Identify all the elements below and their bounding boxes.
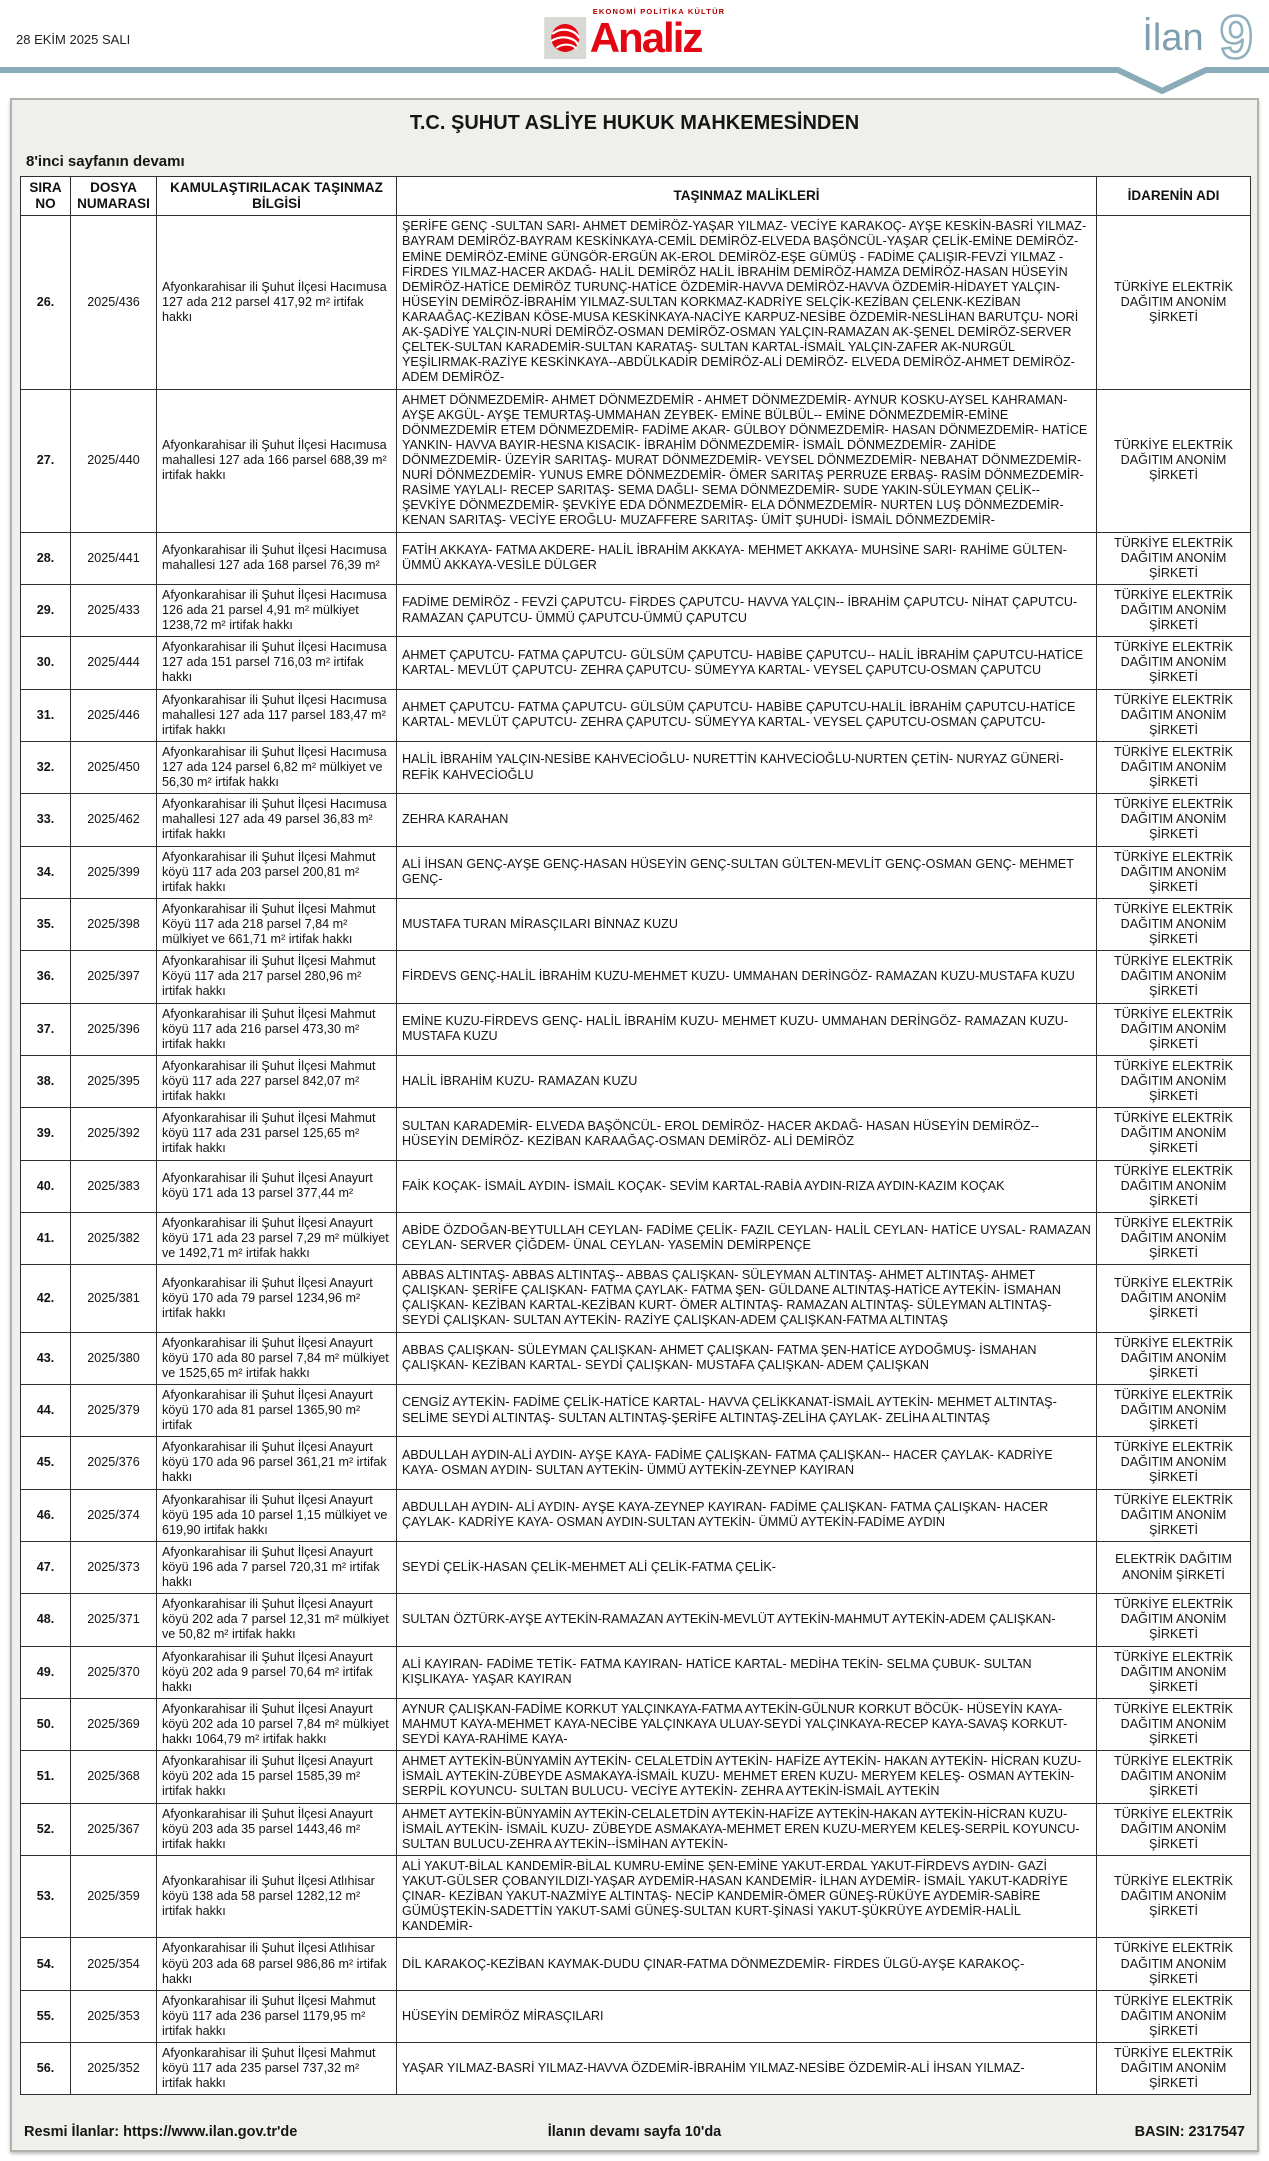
row-dosya-numarasi: 2025/368	[71, 1751, 157, 1803]
row-sira-no: 56.	[21, 2043, 71, 2095]
table-row	[21, 216, 1251, 389]
row-tasinmaz-bilgisi: Afyonkarahisar ili Şuhut İlçesi Hacımusa 126 ada 21 parsel 4,91 m² mülkiyet 1238,72 m² irtifak hakkı	[157, 584, 397, 636]
row-sira-no: 37.	[21, 1003, 71, 1055]
row-tasinmaz-malikleri: CENGİZ AYTEKİN- FADİME ÇELİK-HATİCE KARTAL- HAVVA ÇELİKKANAT-İSMAİL AYTEKİN- MEHMET ALTINTAŞ- SELİME SEYDİ ALTINTAŞ- SULTAN ALTINTAŞ-ŞERİFE ALTINTAŞ-ZELİHA ÇAYLAK- ZELİHA ALTINTAŞ	[397, 1384, 1097, 1436]
row-sira-no: 26.	[21, 216, 71, 389]
row-sira-no: 29.	[21, 584, 71, 636]
row-tasinmaz-malikleri: EMİNE KUZU-FİRDEVS GENÇ- HALİL İBRAHİM KUZU- MEHMET KUZU- UMMAHAN DERİNGÖZ- RAMAZAN KUZU-MUSTAFA KUZU	[397, 1003, 1097, 1055]
table-row	[21, 689, 1251, 741]
table-row	[21, 1594, 1251, 1646]
row-idarenin-adi: TÜRKİYE ELEKTRİK DAĞITIM ANONİM ŞİRKETİ	[1097, 951, 1251, 1003]
row-dosya-numarasi: 2025/440	[71, 389, 157, 532]
table-row	[21, 637, 1251, 689]
row-dosya-numarasi: 2025/371	[71, 1594, 157, 1646]
row-idarenin-adi: TÜRKİYE ELEKTRİK DAĞITIM ANONİM ŞİRKETİ	[1097, 794, 1251, 846]
row-dosya-numarasi: 2025/379	[71, 1384, 157, 1436]
row-tasinmaz-bilgisi: Afyonkarahisar ili Şuhut İlçesi Anayurt köyü 202 ada 10 parsel 7,84 m² mülkiyet hakkı 1064,79 m² irtifak hakkı	[157, 1698, 397, 1750]
page-header	[0, 0, 1269, 71]
row-sira-no: 38.	[21, 1055, 71, 1107]
row-dosya-numarasi: 2025/354	[71, 1938, 157, 1990]
row-sira-no: 49.	[21, 1646, 71, 1698]
table-row	[21, 1212, 1251, 1264]
row-idarenin-adi: TÜRKİYE ELEKTRİK DAĞITIM ANONİM ŞİRKETİ	[1097, 2043, 1251, 2095]
row-idarenin-adi: TÜRKİYE ELEKTRİK DAĞITIM ANONİM ŞİRKETİ	[1097, 1990, 1251, 2042]
row-dosya-numarasi: 2025/353	[71, 1990, 157, 2042]
row-sira-no: 44.	[21, 1384, 71, 1436]
row-idarenin-adi: TÜRKİYE ELEKTRİK DAĞITIM ANONİM ŞİRKETİ	[1097, 1384, 1251, 1436]
header-divider-rule	[0, 66, 1269, 94]
row-tasinmaz-bilgisi: Afyonkarahisar ili Şuhut İlçesi Anayurt köyü 202 ada 9 parsel 70,64 m² irtifak hakkı	[157, 1646, 397, 1698]
table-row	[21, 741, 1251, 793]
expropriation-table	[20, 176, 1251, 2095]
row-tasinmaz-malikleri: FAİK KOÇAK- İSMAİL AYDIN- İSMAİL KOÇAK- SEVİM KARTAL-RABİA AYDIN-RIZA AYDIN-KAZIM KOÇAK	[397, 1160, 1097, 1212]
row-tasinmaz-malikleri: ALİ KAYIRAN- FADİME TETİK- FATMA KAYIRAN- HATİCE KARTAL- MEDİHA TEKİN- SELMA ÇUBUK- SULTAN KIŞLIKAYA- YAŞAR KAYIRAN	[397, 1646, 1097, 1698]
row-tasinmaz-bilgisi: Afyonkarahisar ili Şuhut İlçesi Mahmut köyü 117 ada 236 parsel 1179,95 m² irtifak hakkı	[157, 1990, 397, 2042]
table-row	[21, 1698, 1251, 1750]
row-idarenin-adi: TÜRKİYE ELEKTRİK DAĞITIM ANONİM ŞİRKETİ	[1097, 1698, 1251, 1750]
table-row	[21, 794, 1251, 846]
row-idarenin-adi: TÜRKİYE ELEKTRİK DAĞITIM ANONİM ŞİRKETİ	[1097, 1594, 1251, 1646]
table-row	[21, 1489, 1251, 1541]
col-header-sira-no: SIRA NO	[21, 177, 71, 216]
row-dosya-numarasi: 2025/396	[71, 1003, 157, 1055]
section-label: İlan	[1142, 17, 1204, 59]
row-dosya-numarasi: 2025/446	[71, 689, 157, 741]
page-number: 9	[1219, 4, 1253, 71]
row-tasinmaz-malikleri: AHMET ÇAPUTCU- FATMA ÇAPUTCU- GÜLSÜM ÇAPUTCU- HABİBE ÇAPUTCU-- HALİL İBRAHİM ÇAPUTCU-HATİCE KARTAL- MEVLÜT ÇAPUTCU- ZEHRA ÇAPUTCU- SÜMEYYA KARTAL- VEYSEL ÇAPUTCU-OSMAN ÇAPUTCU	[397, 637, 1097, 689]
row-idarenin-adi: TÜRKİYE ELEKTRİK DAĞITIM ANONİM ŞİRKETİ	[1097, 1938, 1251, 1990]
row-sira-no: 51.	[21, 1751, 71, 1803]
row-tasinmaz-malikleri: AHMET AYTEKİN-BÜNYAMİN AYTEKİN- CELALETDİN AYTEKİN- HAFİZE AYTEKİN- HAKAN AYTEKİN- HİCRAN KUZU- İSMAİL AYTEKİN-ZÜBEYDE ASMAKAYA-İSMAİL KUZU- MEHMET EREN KUZU- MERYEM KELEŞ- OSMAN AYTEKİN-SERPİL KOYUNCU- SULTAN BULUCU- VECİYE AYTEKİN- ZEHRA AYTEKİN-İSMAİL AYTEKİN	[397, 1751, 1097, 1803]
row-idarenin-adi: TÜRKİYE ELEKTRİK DAĞITIM ANONİM ŞİRKETİ	[1097, 1437, 1251, 1489]
row-tasinmaz-malikleri: SULTAN ÖZTÜRK-AYŞE AYTEKİN-RAMAZAN AYTEKİN-MEVLÜT AYTEKİN-MAHMUT AYTEKİN-ADEM ÇALIŞKAN-	[397, 1594, 1097, 1646]
row-idarenin-adi: TÜRKİYE ELEKTRİK DAĞITIM ANONİM ŞİRKETİ	[1097, 1212, 1251, 1264]
row-sira-no: 28.	[21, 532, 71, 584]
row-idarenin-adi: TÜRKİYE ELEKTRİK DAĞITIM ANONİM ŞİRKETİ	[1097, 1108, 1251, 1160]
row-dosya-numarasi: 2025/462	[71, 794, 157, 846]
row-sira-no: 46.	[21, 1489, 71, 1541]
row-tasinmaz-bilgisi: Afyonkarahisar ili Şuhut İlçesi Hacımusa mahallesi 127 ada 49 parsel 36,83 m² irtifak hakkı	[157, 794, 397, 846]
row-dosya-numarasi: 2025/376	[71, 1437, 157, 1489]
row-idarenin-adi: TÜRKİYE ELEKTRİK DAĞITIM ANONİM ŞİRKETİ	[1097, 1055, 1251, 1107]
row-dosya-numarasi: 2025/436	[71, 216, 157, 389]
row-tasinmaz-malikleri: AHMET DÖNMEZDEMİR- AHMET DÖNMEZDEMİR - AHMET DÖNMEZDEMİR- AYNUR KOSKU-AYSEL KAHRAMAN-AYŞE AKGÜL- AYŞE TEMURTAŞ-UMMAHAN ZEYBEK- EMİNE BÜLBÜL-- EMİNE DÖNMEZDEMİR-EMİNE DÖNMEZDEMİR ETEM DÖNMEZDEMİR- FADİME AKAR- GÜLBOY DÖNMEZDEMİR- HASAN DÖNMEZDEMİR- HATİCE YANKIN- HAVVA BAYIR-HESNA KISACIK- İBRAHİM DÖNMEZDEMİR- İSMAİL DÖNMEZDEMİR- ZAHİDE DÖNMEZDEMİR- ÜZEYİR SARITAŞ- MURAT DÖNMEZDEMİR- VEYSEL DÖNMEZDEMİR- NEBAHAT DÖNMEZDEMİR-NURİ DÖNMEZDEMİR- YUNUS EMRE DÖNMEZDEMİR- ÖMER SARITAŞ PERRUZE ERBAŞ- RASİM DÖNMEZDEMİR-RASİME YAYLALI- RECEP SARITAŞ- SEMA DAĞLI- SEMA DÖNMEZDEMİR- SUDE YAKIN-SÜLEYMAN ÇELİK-- ŞEVKİYE DÖNMEZDEMİR- ŞEVKİYE EDA DÖNMEZDEMİR- ELA DÖNMEZDEMİR- NURTEN LUŞ DÖNMEZDEMİR-KENAN SARITAŞ- VECİYE EROĞLU- MUZAFFERE SARITAŞ- ÜMİT ŞUHUDİ- İSMAİL DÖNMEZDEMİR-	[397, 389, 1097, 532]
notice-title: T.C. ŞUHUT ASLİYE HUKUK MAHKEMESİNDEN	[409, 112, 860, 134]
row-tasinmaz-bilgisi: Afyonkarahisar ili Şuhut İlçesi Anayurt köyü 196 ada 7 parsel 720,31 m² irtifak hakkı	[157, 1541, 397, 1593]
table-row	[21, 1803, 1251, 1855]
table-row	[21, 1751, 1251, 1803]
row-sira-no: 43.	[21, 1332, 71, 1384]
row-sira-no: 50.	[21, 1698, 71, 1750]
row-sira-no: 30.	[21, 637, 71, 689]
table-row	[21, 1646, 1251, 1698]
row-tasinmaz-malikleri: ABDULLAH AYDIN- ALİ AYDIN- AYŞE KAYA-ZEYNEP KAYIRAN- FADİME ÇALIŞKAN- FATMA ÇALIŞKAN- HACER ÇAYLAK- KADRİYE KAYA- OSMAN AYDIN-SULTAN AYTEKİN- ÜMMÜ AYTEKİN-FADİME AYDIN	[397, 1489, 1097, 1541]
row-sira-no: 48.	[21, 1594, 71, 1646]
continuation-note: 8'inci sayfanın devamı	[26, 153, 185, 170]
table-row	[21, 1055, 1251, 1107]
row-idarenin-adi: TÜRKİYE ELEKTRİK DAĞITIM ANONİM ŞİRKETİ	[1097, 1855, 1251, 1938]
row-sira-no: 42.	[21, 1265, 71, 1332]
row-tasinmaz-malikleri: ALİ İHSAN GENÇ-AYŞE GENÇ-HASAN HÜSEYİN GENÇ-SULTAN GÜLTEN-MEVLİT GENÇ-OSMAN GENÇ- MEHMET GENÇ-	[397, 846, 1097, 898]
table-row	[21, 584, 1251, 636]
row-tasinmaz-bilgisi: Afyonkarahisar ili Şuhut İlçesi Hacımusa 127 ada 151 parsel 716,03 m² irtifak hakkı	[157, 637, 397, 689]
row-dosya-numarasi: 2025/450	[71, 741, 157, 793]
row-sira-no: 54.	[21, 1938, 71, 1990]
row-tasinmaz-bilgisi: Afyonkarahisar ili Şuhut İlçesi Hacımusa 127 ada 212 parsel 417,92 m² irtifak hakkı	[157, 216, 397, 389]
continued-on-page-note: İlanın devamı sayfa 10'da	[547, 2124, 722, 2140]
row-tasinmaz-bilgisi: Afyonkarahisar ili Şuhut İlçesi Anayurt köyü 170 ada 81 parsel 1365,90 m² irtifak	[157, 1384, 397, 1436]
table-row	[21, 1990, 1251, 2042]
row-tasinmaz-malikleri: AYNUR ÇALIŞKAN-FADİME KORKUT YALÇINKAYA-FATMA AYTEKİN-GÜLNUR KORKUT BÖCÜK- HÜSEYİN KAYA-MAHMUT KAYA-MEHMET KAYA-NECİBE YALÇINKAYA ULUAY-SEYDİ YALÇINKAYA-RECEP KAYA-SAVAŞ KORKUT-SEYDİ KAYA-RAHİME KAYA-	[397, 1698, 1097, 1750]
logo-globe-icon	[544, 17, 586, 59]
row-tasinmaz-malikleri: SULTAN KARADEMİR- ELVEDA BAŞÖNCÜL- EROL DEMİRÖZ- HACER AKDAĞ- HASAN HÜSEYİN DEMİRÖZ-- HÜSEYİN DEMİRÖZ- KEZİBAN KARAAĞAÇ-OSMAN DEMİRÖZ- ALİ DEMİRÖZ	[397, 1108, 1097, 1160]
table-row	[21, 898, 1251, 950]
row-dosya-numarasi: 2025/352	[71, 2043, 157, 2095]
row-sira-no: 47.	[21, 1541, 71, 1593]
row-idarenin-adi: TÜRKİYE ELEKTRİK DAĞITIM ANONİM ŞİRKETİ	[1097, 741, 1251, 793]
row-tasinmaz-malikleri: FADİME DEMİRÖZ - FEVZİ ÇAPUTCU- FİRDES ÇAPUTCU- HAVVA YALÇIN-- İBRAHİM ÇAPUTCU- NİHAT ÇAPUTCU- RAMAZAN ÇAPUTCU- ÜMMÜ ÇAPUTCU-ÜMMÜ ÇAPUTCU	[397, 584, 1097, 636]
row-tasinmaz-malikleri: HALİL İBRAHİM KUZU- RAMAZAN KUZU	[397, 1055, 1097, 1107]
table-row	[21, 532, 1251, 584]
section-header	[1142, 4, 1253, 71]
row-sira-no: 36.	[21, 951, 71, 1003]
row-tasinmaz-bilgisi: Afyonkarahisar ili Şuhut İlçesi Anayurt köyü 202 ada 7 parsel 12,31 m² mülkiyet ve 50,82 m² irtifak hakkı	[157, 1594, 397, 1646]
row-tasinmaz-bilgisi: Afyonkarahisar ili Şuhut İlçesi Anayurt köyü 195 ada 10 parsel 1,15 mülkiyet ve 619,90 irtifak hakkı	[157, 1489, 397, 1541]
row-sira-no: 31.	[21, 689, 71, 741]
col-header-tasinmaz-bilgisi: KAMULAŞTIRILACAK TAŞINMAZ BİLGİSİ	[157, 177, 397, 216]
row-sira-no: 41.	[21, 1212, 71, 1264]
row-tasinmaz-bilgisi: Afyonkarahisar ili Şuhut İlçesi Mahmut Köyü 117 ada 218 parsel 7,84 m² mülkiyet ve 661,71 m² irtifak hakkı	[157, 898, 397, 950]
row-dosya-numarasi: 2025/398	[71, 898, 157, 950]
row-idarenin-adi: TÜRKİYE ELEKTRİK DAĞITIM ANONİM ŞİRKETİ	[1097, 216, 1251, 389]
legal-notice-box	[10, 98, 1259, 2152]
row-dosya-numarasi: 2025/369	[71, 1698, 157, 1750]
row-dosya-numarasi: 2025/392	[71, 1108, 157, 1160]
row-idarenin-adi: ELEKTRİK DAĞITIM ANONİM ŞİRKETİ	[1097, 1541, 1251, 1593]
row-tasinmaz-malikleri: FATİH AKKAYA- FATMA AKDERE- HALİL İBRAHİM AKKAYA- MEHMET AKKAYA- MUHSİNE SARI- RAHİME GÜLTEN- ÜMMÜ AKKAYA-VESİLE DÜLGER	[397, 532, 1097, 584]
row-dosya-numarasi: 2025/441	[71, 532, 157, 584]
table-row	[21, 1332, 1251, 1384]
col-header-dosya-numarasi: DOSYA NUMARASI	[71, 177, 157, 216]
row-tasinmaz-bilgisi: Afyonkarahisar ili Şuhut İlçesi Mahmut köyü 117 ada 216 parsel 473,30 m² irtifak hakkı	[157, 1003, 397, 1055]
table-row	[21, 1003, 1251, 1055]
row-idarenin-adi: TÜRKİYE ELEKTRİK DAĞITIM ANONİM ŞİRKETİ	[1097, 532, 1251, 584]
row-sira-no: 45.	[21, 1437, 71, 1489]
row-tasinmaz-bilgisi: Afyonkarahisar ili Şuhut İlçesi Hacımusa mahallesi 127 ada 117 parsel 183,47 m² irtifak hakkı	[157, 689, 397, 741]
row-tasinmaz-malikleri: ABİDE ÖZDOĞAN-BEYTULLAH CEYLAN- FADİME ÇELİK- FAZIL CEYLAN- HALİL CEYLAN- HATİCE UYSAL- RAMAZAN CEYLAN- SERVER ÇİĞDEM- ÜNAL CEYLAN- YASEMİN DEMİRPENÇE	[397, 1212, 1097, 1264]
row-idarenin-adi: TÜRKİYE ELEKTRİK DAĞITIM ANONİM ŞİRKETİ	[1097, 1751, 1251, 1803]
row-tasinmaz-malikleri: ABBAS ALTINTAŞ- ABBAS ALTINTAŞ-- ABBAS ÇALIŞKAN- SÜLEYMAN ALTINTAŞ- AHMET ALTINTAŞ- AHMET ÇALIŞKAN- ŞERİFE ÇALIŞKAN- FATMA ÇAYLAK- FATMA ŞEN- GÜLDANE ALTINTAŞ-HATİCE AYTEKİN- İSMAHAN ÇALIŞKAN- KEZİBAN KARTAL-KEZİBAN KURT- ÖMER ALTINTAŞ- RAMAZAN ALTINTAŞ- SÜLEYMAN ALTINTAŞ- SEYDİ ÇALIŞKAN- SULTAN AYTEKİN- RAZİYE ÇALIŞKAN-ADEM ÇALIŞKAN-FATMA ALTINTAŞ	[397, 1265, 1097, 1332]
row-tasinmaz-bilgisi: Afyonkarahisar ili Şuhut İlçesi Atlıhisar köyü 138 ada 58 parsel 1282,12 m² irtifak hakkı	[157, 1855, 397, 1938]
row-dosya-numarasi: 2025/373	[71, 1541, 157, 1593]
row-tasinmaz-malikleri: ABBAS ÇALIŞKAN- SÜLEYMAN ÇALIŞKAN- AHMET ÇALIŞKAN- FATMA ŞEN-HATİCE AYDOĞMUŞ- İSMAHAN ÇALIŞKAN- KEZİBAN KARTAL- SEYDİ ÇALIŞKAN- MUSTAFA ÇALIŞKAN- ADEM ÇALIŞKAN	[397, 1332, 1097, 1384]
row-tasinmaz-bilgisi: Afyonkarahisar ili Şuhut İlçesi Hacımusa mahallesi 127 ada 168 parsel 76,39 m²	[157, 532, 397, 584]
row-sira-no: 33.	[21, 794, 71, 846]
table-row	[21, 1384, 1251, 1436]
row-tasinmaz-bilgisi: Afyonkarahisar ili Şuhut İlçesi Anayurt köyü 202 ada 15 parsel 1585,39 m² irtifak hakkı	[157, 1751, 397, 1803]
row-tasinmaz-malikleri: ALİ YAKUT-BİLAL KANDEMİR-BİLAL KUMRU-EMİNE ŞEN-EMİNE YAKUT-ERDAL YAKUT-FİRDEVS AYDIN- GAZİ YAKUT-GÜLSER ÇOBANYILDIZI-YAŞAR AYDEMİR-HASAN KANDEMİR- İLHAN AYDEMİR- İSMAİL YAKUT-KADRİYE ÇINAR- KEZİBAN YAKUT-NAZMİYE ALTINTAŞ- NECİP KANDEMİR-ÖMER GÜNEŞ-RÜKÜYE AYDEMİR-SABİRE GÜMÜŞTEKİN-SADETTİN YAKUT-SAMİ GÜNEŞ-SULTAN KURT-ŞİNASİ YAKUT-ŞÜKRÜYE AYDEMİR-HALİL KANDEMİR-	[397, 1855, 1097, 1938]
row-sira-no: 53.	[21, 1855, 71, 1938]
row-idarenin-adi: TÜRKİYE ELEKTRİK DAĞITIM ANONİM ŞİRKETİ	[1097, 1265, 1251, 1332]
row-idarenin-adi: TÜRKİYE ELEKTRİK DAĞITIM ANONİM ŞİRKETİ	[1097, 637, 1251, 689]
row-idarenin-adi: TÜRKİYE ELEKTRİK DAĞITIM ANONİM ŞİRKETİ	[1097, 898, 1251, 950]
row-dosya-numarasi: 2025/359	[71, 1855, 157, 1938]
table-row	[21, 846, 1251, 898]
row-tasinmaz-malikleri: MUSTAFA TURAN MİRASÇILARI BİNNAZ KUZU	[397, 898, 1097, 950]
row-tasinmaz-bilgisi: Afyonkarahisar ili Şuhut İlçesi Anayurt köyü 170 ada 96 parsel 361,21 m² irtifak hakkı	[157, 1437, 397, 1489]
notice-footer	[20, 2115, 1249, 2144]
table-row	[21, 1108, 1251, 1160]
issue-date: 28 EKİM 2025 SALI	[16, 32, 131, 47]
row-sira-no: 35.	[21, 898, 71, 950]
table-row	[21, 1938, 1251, 1990]
col-header-tasinmaz-malikleri: TAŞINMAZ MALİKLERİ	[397, 177, 1097, 216]
row-dosya-numarasi: 2025/370	[71, 1646, 157, 1698]
row-idarenin-adi: TÜRKİYE ELEKTRİK DAĞITIM ANONİM ŞİRKETİ	[1097, 1489, 1251, 1541]
row-tasinmaz-bilgisi: Afyonkarahisar ili Şuhut İlçesi Anayurt köyü 170 ada 80 parsel 7,84 m² mülkiyet ve 1525,65 m² irtifak hakkı	[157, 1332, 397, 1384]
row-tasinmaz-malikleri: YAŞAR YILMAZ-BASRİ YILMAZ-HAVVA ÖZDEMİR-İBRAHİM YILMAZ-NESİBE ÖZDEMİR-ALİ İHSAN YILMAZ-	[397, 2043, 1097, 2095]
row-tasinmaz-bilgisi: Afyonkarahisar ili Şuhut İlçesi Mahmut köyü 117 ada 235 parsel 737,32 m² irtifak hakkı	[157, 2043, 397, 2095]
col-header-idarenin-adi: İDARENİN ADI	[1097, 177, 1251, 216]
table-row	[21, 1437, 1251, 1489]
logo-tagline: EKONOMİ POLİTİKA KÜLTÜR	[592, 7, 726, 16]
row-dosya-numarasi: 2025/433	[71, 584, 157, 636]
row-dosya-numarasi: 2025/374	[71, 1489, 157, 1541]
row-idarenin-adi: TÜRKİYE ELEKTRİK DAĞITIM ANONİM ŞİRKETİ	[1097, 1646, 1251, 1698]
row-dosya-numarasi: 2025/383	[71, 1160, 157, 1212]
row-tasinmaz-malikleri: AHMET AYTEKİN-BÜNYAMİN AYTEKİN-CELALETDİN AYTEKİN-HAFİZE AYTEKİN-HAKAN AYTEKİN-HİCRAN KUZU-İSMAİL AYTEKİN- İSMAİL KUZU- ZÜBEYDE ASMAKAYA-MEHMET EREN KUZU-MERYEM KELEŞ-SERPİL KOYUNCU-SULTAN BULUCU-ZEHRA AYTEKİN--İSMİHAN AYTEKİN-	[397, 1803, 1097, 1855]
row-tasinmaz-bilgisi: Afyonkarahisar ili Şuhut İlçesi Mahmut köyü 117 ada 227 parsel 842,07 m² irtifak hakkı	[157, 1055, 397, 1107]
row-dosya-numarasi: 2025/397	[71, 951, 157, 1003]
row-sira-no: 27.	[21, 389, 71, 532]
row-idarenin-adi: TÜRKİYE ELEKTRİK DAĞITIM ANONİM ŞİRKETİ	[1097, 1803, 1251, 1855]
row-tasinmaz-malikleri: FİRDEVS GENÇ-HALİL İBRAHİM KUZU-MEHMET KUZU- UMMAHAN DERİNGÖZ- RAMAZAN KUZU-MUSTAFA KUZU	[397, 951, 1097, 1003]
row-dosya-numarasi: 2025/399	[71, 846, 157, 898]
row-tasinmaz-bilgisi: Afyonkarahisar ili Şuhut İlçesi Atlıhisar köyü 203 ada 68 parsel 986,86 m² irtifak hakkı	[157, 1938, 397, 1990]
row-tasinmaz-malikleri: ŞERİFE GENÇ -SULTAN SARI- AHMET DEMİRÖZ-YAŞAR YILMAZ- VECİYE KARAKOÇ- AYŞE KESKİN-BASRİ YILMAZ-BAYRAM DEMİRÖZ-BAYRAM KESKİNKAYA-CEMİL DEMİRÖZ-ELVEDA BAŞÖNCÜL-YAŞAR ÇELİK-EMİNE DEMİRÖZ-EMİNE DEMİRÖZ-EMİNE GÜNGÖR-ERGÜN AK-EROL DEMİRÖZ-EŞE GÜMÜŞ - FADİME ÇALIŞIR-FEVZİ YILMAZ -FİRDES YILMAZ-HACER AKDAĞ- HALİL DEMİRÖZ HALİL İBRAHİM DEMİRÖZ-HAMZA DEMİRÖZ-HASAN HÜSEYİN DEMİRÖZ-HATİCE DEMİRÖZ TURUNÇ-HATİCE ÖZDEMİR-HAVVA DEMİRÖZ-HAVVA ÖZDEMİR-HİDAYET YALÇIN-HÜSEYİN DEMİRÖZ-İBRAHİM YILMAZ-SULTAN KORKMAZ-KADRİYE SELÇİK-KEZİBAN ÇELENK-KEZİBAN KARAAĞAÇ-KEZİBAN KÖSE-MUSA KESKİNKAYA-NACİYE KARPUZ-NESİBE ÖZDEMİR-NESLİHAN BARUTÇU- NORİ AK-ŞADİYE YALÇIN-NURİ DEMİRÖZ-OSMAN DEMİRÖZ-OSMAN YALÇIN-RAMAZAN AK-ŞENEL DEMİRÖZ-SERVER ÇELTEK-SULTAN KARADEMİR-SULTAN KARATAŞ- SULTAN KARTAL-İSMAİL YALÇIN-ZAFER AK-NURGÜL YEŞİLIRMAK-RAZİYE KESKİNKAYA--ABDÜLKADİR DEMİRÖZ-ALİ DEMİRÖZ- ELVEDA DEMİRÖZ-AHMET DEMİRÖZ-ADEM DEMİRÖZ-	[397, 216, 1097, 389]
row-idarenin-adi: TÜRKİYE ELEKTRİK DAĞITIM ANONİM ŞİRKETİ	[1097, 1332, 1251, 1384]
row-tasinmaz-malikleri: HÜSEYİN DEMİRÖZ MİRASÇILARI	[397, 1990, 1097, 2042]
row-tasinmaz-malikleri: ABDULLAH AYDIN-ALİ AYDIN- AYŞE KAYA- FADİME ÇALIŞKAN- FATMA ÇALIŞKAN-- HACER ÇAYLAK- KADRİYE KAYA- OSMAN AYDIN- SULTAN AYTEKİN- ÜMMÜ AYTEKİN-ZEYNEP KAYIRAN	[397, 1437, 1097, 1489]
row-sira-no: 55.	[21, 1990, 71, 2042]
table-row	[21, 389, 1251, 532]
table-header-row	[21, 177, 1251, 216]
row-idarenin-adi: TÜRKİYE ELEKTRİK DAĞITIM ANONİM ŞİRKETİ	[1097, 689, 1251, 741]
table-row	[21, 1160, 1251, 1212]
row-dosya-numarasi: 2025/382	[71, 1212, 157, 1264]
press-number: BASIN: 2317547	[1134, 2124, 1245, 2140]
row-tasinmaz-bilgisi: Afyonkarahisar ili Şuhut İlçesi Anayurt köyü 171 ada 23 parsel 7,29 m² mülkiyet ve 1492,71 m² irtifak hakkı	[157, 1212, 397, 1264]
row-tasinmaz-bilgisi: Afyonkarahisar ili Şuhut İlçesi Mahmut köyü 117 ada 203 parsel 200,81 m² irtifak hakkı	[157, 846, 397, 898]
row-idarenin-adi: TÜRKİYE ELEKTRİK DAĞITIM ANONİM ŞİRKETİ	[1097, 1003, 1251, 1055]
table-row	[21, 1541, 1251, 1593]
table-row	[21, 1265, 1251, 1332]
table-row	[21, 1855, 1251, 1938]
table-row	[21, 2043, 1251, 2095]
row-tasinmaz-malikleri: DİL KARAKOÇ-KEZİBAN KAYMAK-DUDU ÇINAR-FATMA DÖNMEZDEMİR- FİRDES ÜLGÜ-AYŞE KARAKOÇ-	[397, 1938, 1097, 1990]
row-sira-no: 34.	[21, 846, 71, 898]
row-dosya-numarasi: 2025/395	[71, 1055, 157, 1107]
official-announcements-url: Resmi İlanlar: https://www.ilan.gov.tr'de	[24, 2124, 298, 2140]
row-tasinmaz-bilgisi: Afyonkarahisar ili Şuhut İlçesi Mahmut Köyü 117 ada 217 parsel 280,96 m² irtifak hakkı	[157, 951, 397, 1003]
row-idarenin-adi: TÜRKİYE ELEKTRİK DAĞITIM ANONİM ŞİRKETİ	[1097, 1160, 1251, 1212]
table-row	[21, 951, 1251, 1003]
row-tasinmaz-malikleri: AHMET ÇAPUTCU- FATMA ÇAPUTCU- GÜLSÜM ÇAPUTCU- HABİBE ÇAPUTCU-HALİL İBRAHİM ÇAPUTCU-HATİCE KARTAL- MEVLÜT ÇAPUTCU- ZEHRA ÇAPUTCU- SÜMEYYA KARTAL- VEYSEL ÇAPUTCU-OSMAN ÇAPUTCU-	[397, 689, 1097, 741]
row-dosya-numarasi: 2025/380	[71, 1332, 157, 1384]
row-idarenin-adi: TÜRKİYE ELEKTRİK DAĞITIM ANONİM ŞİRKETİ	[1097, 584, 1251, 636]
newspaper-logo	[544, 8, 726, 59]
logo-name: Analiz	[589, 13, 702, 61]
row-idarenin-adi: TÜRKİYE ELEKTRİK DAĞITIM ANONİM ŞİRKETİ	[1097, 846, 1251, 898]
row-tasinmaz-bilgisi: Afyonkarahisar ili Şuhut İlçesi Hacımusa 127 ada 124 parsel 6,82 m² mülkiyet ve 56,30 m² irtifak hakkı	[157, 741, 397, 793]
row-dosya-numarasi: 2025/444	[71, 637, 157, 689]
row-tasinmaz-bilgisi: Afyonkarahisar ili Şuhut İlçesi Anayurt köyü 170 ada 79 parsel 1234,96 m² irtifak hakkı	[157, 1265, 397, 1332]
row-idarenin-adi: TÜRKİYE ELEKTRİK DAĞITIM ANONİM ŞİRKETİ	[1097, 389, 1251, 532]
row-tasinmaz-bilgisi: Afyonkarahisar ili Şuhut İlçesi Mahmut köyü 117 ada 231 parsel 125,65 m² irtifak hakkı	[157, 1108, 397, 1160]
row-sira-no: 32.	[21, 741, 71, 793]
row-tasinmaz-bilgisi: Afyonkarahisar ili Şuhut İlçesi Hacımusa mahallesi 127 ada 166 parsel 688,39 m² irtifak hakkı	[157, 389, 397, 532]
row-tasinmaz-malikleri: SEYDİ ÇELİK-HASAN ÇELİK-MEHMET ALİ ÇELİK-FATMA ÇELİK-	[397, 1541, 1097, 1593]
row-dosya-numarasi: 2025/367	[71, 1803, 157, 1855]
row-sira-no: 39.	[21, 1108, 71, 1160]
row-tasinmaz-malikleri: ZEHRA KARAHAN	[397, 794, 1097, 846]
row-sira-no: 52.	[21, 1803, 71, 1855]
row-tasinmaz-bilgisi: Afyonkarahisar ili Şuhut İlçesi Anayurt köyü 203 ada 35 parsel 1443,46 m² irtifak hakkı	[157, 1803, 397, 1855]
row-sira-no: 40.	[21, 1160, 71, 1212]
row-dosya-numarasi: 2025/381	[71, 1265, 157, 1332]
row-tasinmaz-bilgisi: Afyonkarahisar ili Şuhut İlçesi Anayurt köyü 171 ada 13 parsel 377,44 m²	[157, 1160, 397, 1212]
row-tasinmaz-malikleri: HALİL İBRAHİM YALÇIN-NESİBE KAHVECİOĞLU- NURETTİN KAHVECİOĞLU-NURTEN ÇETİN- NURYAZ GÜNERİ-REFİK KAHVECİOĞLU	[397, 741, 1097, 793]
